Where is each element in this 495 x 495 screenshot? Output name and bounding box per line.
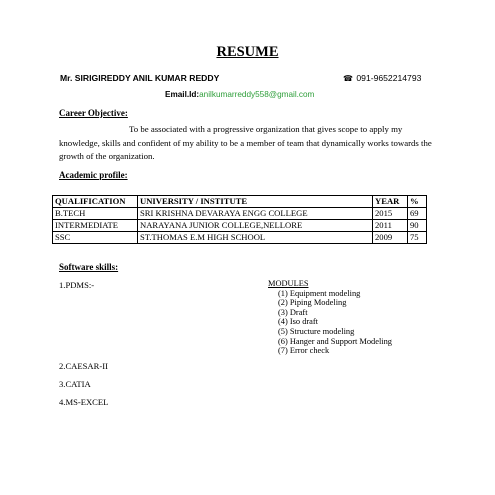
skill-pdms: 1.PDMS:- [59, 280, 95, 290]
cell-percent: 69 [408, 208, 427, 220]
skill-msexcel: 4.MS-EXCEL [59, 397, 109, 407]
module-item: (1) Equipment modeling [278, 288, 361, 298]
table-row [53, 208, 427, 220]
cell-university: NARAYANA JUNIOR COLLEGE,NELLORE [138, 220, 373, 232]
table-header-row [53, 196, 427, 208]
resume-title: RESUME [216, 44, 279, 60]
email-address[interactable]: anilkumarreddy558@gmail.com [199, 90, 315, 99]
pdms-modules-list [268, 279, 392, 356]
career-objective-text: To be associated with a progressive organization that gives scope to apply my knowledge, skills and confident of my ability to be a member of team that dynamically works towards the growth of the organization. [59, 124, 432, 161]
cell-year: 2009 [373, 232, 408, 244]
cell-qualification: B.TECH [53, 208, 138, 220]
module-item: (5) Structure modeling [278, 326, 355, 336]
col-university: UNIVERSITY / INSTITUTE [138, 196, 373, 208]
skill-catia: 3.CATIA [59, 379, 91, 389]
modules-title: MODULES [268, 279, 309, 288]
table-row [53, 232, 427, 244]
module-item: (7) Error check [278, 346, 330, 356]
col-qualification: QUALIFICATION [53, 196, 138, 208]
software-skills-heading: Software skills: [59, 262, 119, 272]
module-item: (6) Hanger and Support Modeling [278, 336, 392, 346]
cell-percent: 75 [408, 232, 427, 244]
cell-year: 2011 [373, 220, 408, 232]
module-item: (4) Iso draft [278, 317, 318, 327]
col-percent: % [408, 196, 427, 208]
email-label: Email.Id: [165, 90, 200, 99]
phone-contact [343, 73, 421, 83]
cell-university: ST.THOMAS E.M HIGH SCHOOL [138, 232, 373, 244]
module-item: (3) Draft [278, 307, 308, 317]
career-objective-heading: Career Objective: [59, 108, 128, 118]
email-contact [165, 90, 314, 99]
skill-caesar: 2.CAESAR-II [59, 361, 108, 371]
phone-number: 091-9652214793 [356, 73, 422, 83]
cell-university: SRI KRISHNA DEVARAYA ENGG COLLEGE [138, 208, 373, 220]
table-row [53, 220, 427, 232]
academic-profile-heading: Academic profile: [59, 170, 128, 180]
module-item: (2) Piping Modeling [278, 298, 347, 308]
cell-year: 2015 [373, 208, 408, 220]
academic-table [52, 195, 427, 244]
phone-icon: ☎ [343, 74, 353, 83]
cell-percent: 90 [408, 220, 427, 232]
col-year: YEAR [373, 196, 408, 208]
cell-qualification: INTERMEDIATE [53, 220, 138, 232]
cell-qualification: SSC [53, 232, 138, 244]
candidate-name: Mr. SIRIGIREDDY ANIL KUMAR REDDY [60, 73, 220, 83]
